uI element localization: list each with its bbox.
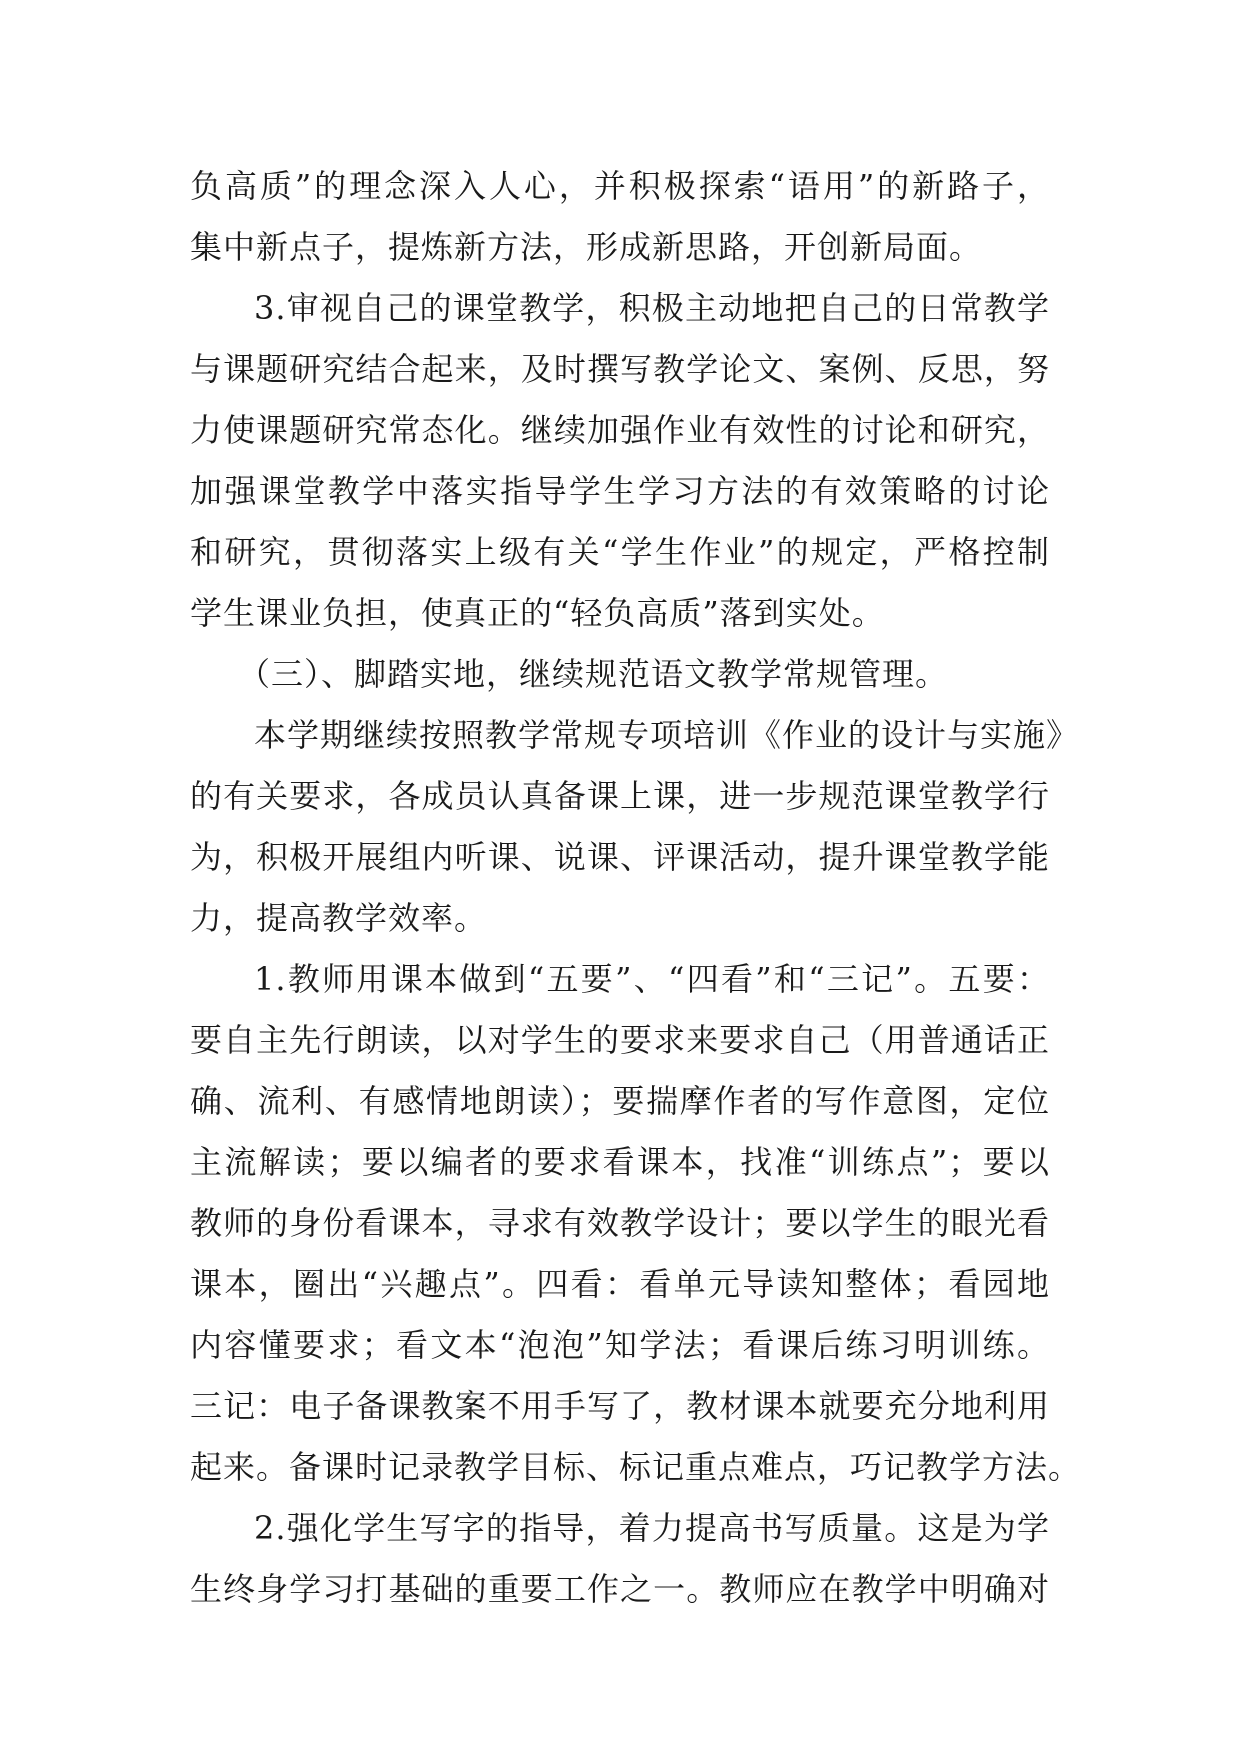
text-line: 的有关要求，各成员认真备课上课，进一步规范课堂教学行 <box>190 777 1050 815</box>
text-line: 主流解读；要以编者的要求看课本，找准“训练点”；要以 <box>190 1143 1050 1181</box>
text-line: 生终身学习打基础的重要工作之一。教师应在教学中明确对 <box>190 1570 1050 1608</box>
section-heading: （三）、脚踏实地，继续规范语文教学常规管理。 <box>238 655 949 693</box>
text-line: 课本，圈出“兴趣点”。四看：看单元导读知整体；看园地 <box>190 1265 1050 1303</box>
text-line: 1.教师用课本做到“五要”、“四看”和“三记”。五要： <box>254 960 1050 998</box>
body-text <box>190 156 1082 1620</box>
text-line: 为，积极开展组内听课、说课、评课活动，提升课堂教学能 <box>190 838 1050 876</box>
text-line: 加强课堂教学中落实指导学生学习方法的有效策略的讨论 <box>190 472 1050 510</box>
text-line: 三记：电子备课教案不用手写了，教材课本就要充分地利用 <box>190 1387 1050 1425</box>
text-line: 学生课业负担，使真正的“轻负高质”落到实处。 <box>190 594 885 632</box>
text-line: 本学期继续按照教学常规专项培训《作业的设计与实施》 <box>254 716 1080 754</box>
text-line: 起来。备课时记录教学目标、标记重点难点，巧记教学方法。 <box>190 1448 1082 1486</box>
text-line: 3.审视自己的课堂教学，积极主动地把自己的日常教学 <box>254 289 1050 327</box>
text-line: 和研究，贯彻落实上级有关“学生作业”的规定，严格控制 <box>190 533 1050 571</box>
text-line: 2.强化学生写字的指导，着力提高书写质量。这是为学 <box>254 1509 1050 1547</box>
text-line: 教师的身份看课本，寻求有效教学设计；要以学生的眼光看 <box>190 1204 1050 1242</box>
text-line: 与课题研究结合起来，及时撰写教学论文、案例、反思，努 <box>190 350 1050 388</box>
text-line: 要自主先行朗读，以对学生的要求来要求自己（用普通话正 <box>190 1021 1050 1059</box>
text-line: 确、流利、有感情地朗读）；要揣摩作者的写作意图，定位 <box>190 1082 1050 1120</box>
text-line: 负高质”的理念深入人心，并积极探索“语用”的新路子， <box>190 167 1050 205</box>
text-line: 力，提高教学效率。 <box>190 899 488 937</box>
text-line: 集中新点子，提炼新方法，形成新思路，开创新局面。 <box>190 228 983 266</box>
text-line: 力使课题研究常态化。继续加强作业有效性的讨论和研究， <box>190 411 1050 449</box>
text-line: 内容懂要求；看文本“泡泡”知学法；看课后练习明训练。 <box>190 1326 1050 1364</box>
